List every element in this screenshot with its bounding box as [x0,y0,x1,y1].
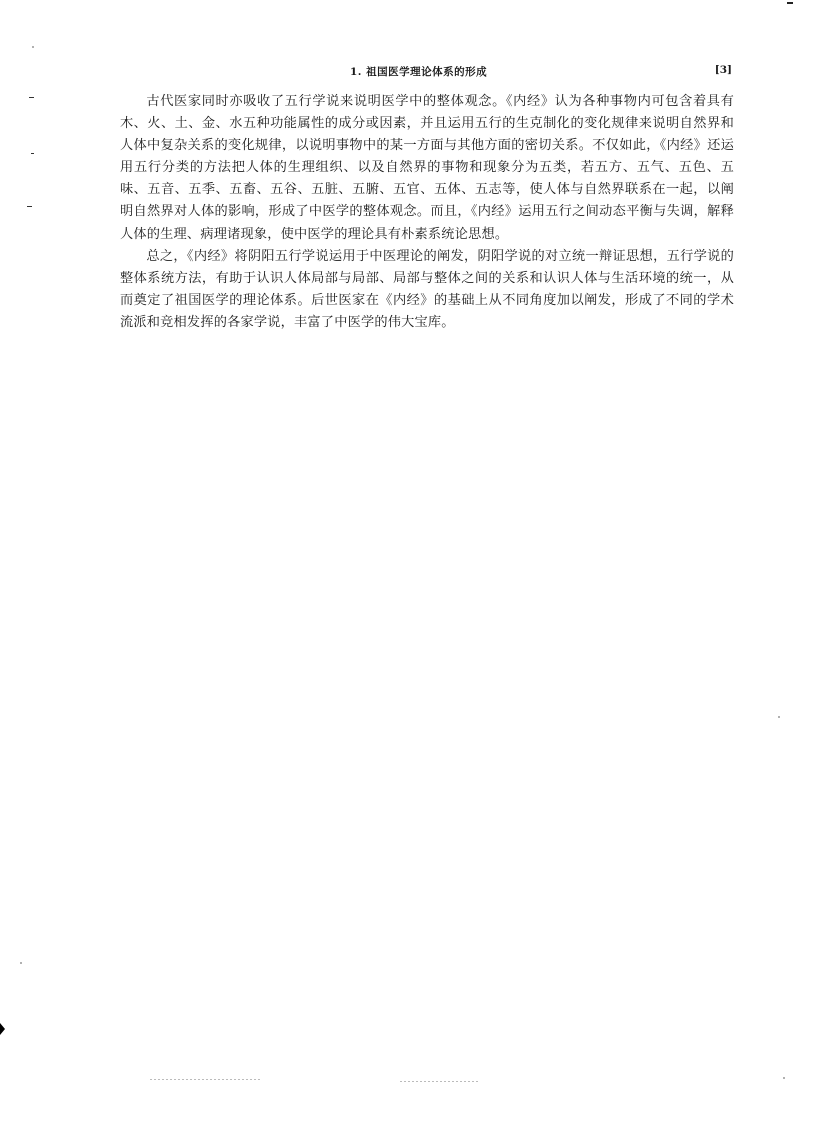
margin-mark [29,97,34,98]
body-text [120,91,734,334]
margin-speck [20,962,22,964]
paragraph-five-elements: 古代医家同时亦吸收了五行学说来说明医学中的整体观念。《内经》认为各种事物内可包含着具有木、火、土、金、水五种功能属性的成分或因素，并且运用五行的生克制化的变化规律来说明自然界和人体中复杂关系的变化规律，以说明事物中的某一方面与其他方面的密切关系。不仅如此，《内经》还运用五行分类的方法把人体的生理组织、以及自然界的事物和现象分为五类，若五方、五气、五色、五味、五音、五季、五畜、五谷、五脏、五腑、五官、五体、五志等，使人体与自然界联系在一起，以阐明自然界对人体的影响，形成了中医学的整体观念。而且，《内经》运用五行之间动态平衡与失调，解释人体的生理、病理诸现象，使中医学的理论具有朴素系统论思想。 [120,94,734,242]
margin-mark [31,153,34,154]
margin-speck [778,716,780,718]
margin-mark [27,206,32,207]
paragraph-summary: 总之，《内经》将阴阳五行学说运用于中医理论的阐发，阴阳学说的对立统一辩证思想，五行学说的整体系统方法，有助于认识人体局部与局部、局部与整体之间的关系和认识人体与生活环境的统一，从而奠定了祖国医学的理论体系。后世医家在《内经》的基础上从不同角度加以阐发，形成了不同的学术流派和竞相发挥的各家学说，丰富了中医学的伟大宝库。 [120,248,734,330]
scan-noise-line [400,1081,480,1082]
scan-noise-line [150,1079,260,1080]
scan-edge-tab [0,1023,5,1035]
margin-speck [783,1077,785,1079]
scan-artifact-corner [787,2,793,4]
margin-speck [32,46,34,48]
page-number: [3] [714,64,732,76]
chapter-title: 1. 祖国医学理论体系的形成 [350,66,488,78]
running-header [120,64,732,84]
